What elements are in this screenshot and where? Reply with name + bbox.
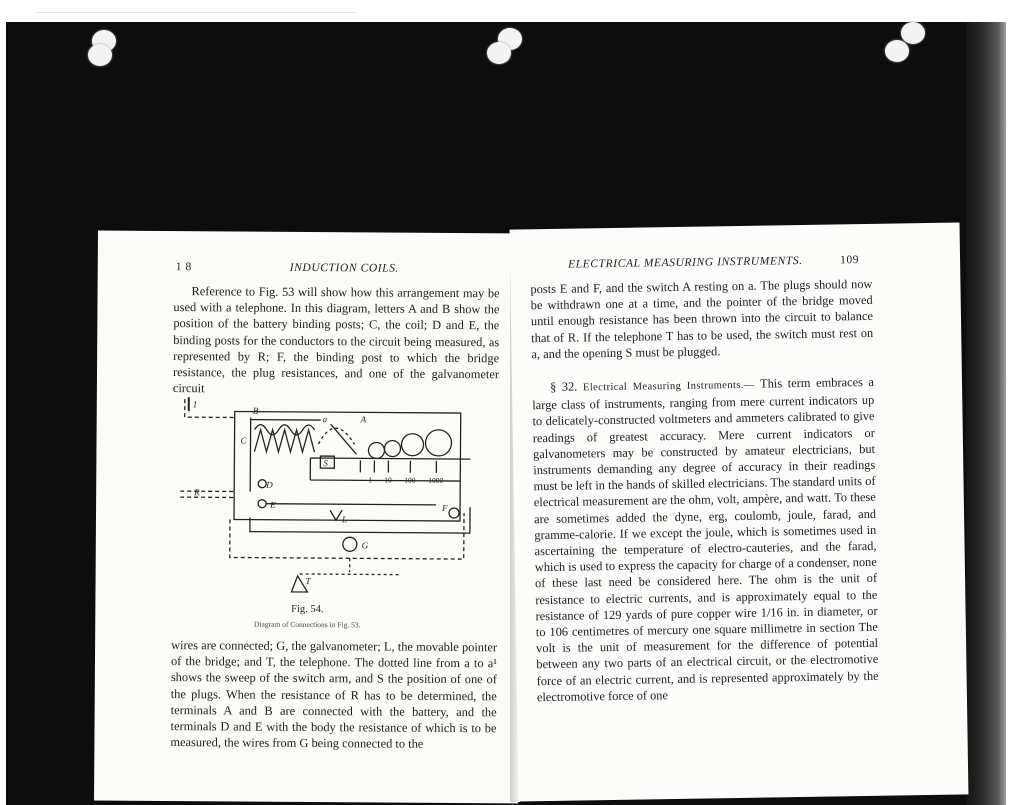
diagram-label-f: F <box>442 502 448 513</box>
section-32 <box>532 374 879 705</box>
right-page-number: 109 <box>839 254 860 267</box>
diagram-label-d: D <box>266 479 273 490</box>
binder-hole-right-2 <box>885 40 909 62</box>
diagram-vertical-bus <box>250 418 251 492</box>
diagram-bridge-wire <box>266 504 436 505</box>
right-running-title: ELECTRICAL MEASURING INSTRUMENTS. <box>567 254 803 271</box>
diagram-plugs <box>360 460 436 473</box>
diagram-label-c: C <box>240 435 247 446</box>
diagram-resistance-10: 10 <box>384 475 392 485</box>
binder-hole-left-2 <box>88 44 112 66</box>
diagram-resistance-1: 1 <box>368 475 373 485</box>
section-32-paragraph <box>532 374 879 705</box>
diagram-switch-arm <box>330 424 356 454</box>
diagram-label-t: T <box>305 575 311 587</box>
diagram-resistance-1000: 1000 <box>428 475 444 485</box>
diagram-post-d <box>258 480 266 488</box>
diagram-coil-10 <box>384 441 400 457</box>
diagram-galvanometer <box>343 537 357 551</box>
diagram-resistance-100: 100 <box>404 475 416 485</box>
diagram-coil-windings <box>254 430 314 452</box>
left-paragraph-bottom-text: wires are connected; G, the galvanometer; L, the movable pointer of the bridge; and T, the telephone. The dotted line from a to a¹ shows the sweep of the switch arm, and S the position of one of the plugs. When the resistance of R has to be determined, the terminals A and B are connected with the battery, and the terminals D and E with the body the resistance of which is to be measured, the wires from G being connected to the <box>170 638 498 752</box>
diagram-label-e: E <box>270 499 276 510</box>
diagram-coil-1 <box>368 442 384 458</box>
left-running-title: INDUCTION COILS. <box>289 261 400 275</box>
right-paragraph-continued <box>530 276 873 362</box>
diagram-coil-100 <box>401 434 423 456</box>
diagram-post-f <box>449 508 459 518</box>
figure-subcaption: Diagram of Connections in Fig. 53. <box>253 619 361 630</box>
right-page <box>510 223 969 802</box>
diagram-label-a-upper: A <box>360 414 367 425</box>
diagram-label-a-lower: a <box>322 414 328 425</box>
left-paragraph-top-text: Reference to Fig. 53 will show how this arrangement may be used with a telephone. In this diagram, letters A and B show the position of the battery binding posts; C, the coil; D and E, the binding posts for the conductors to the circuit being measured, as represented by R; F, the binding post to which the bridge resistance, the plug resistances, and one of the galvanometer circuit <box>172 284 500 396</box>
right-running-head <box>510 252 960 275</box>
section-heading: Electrical Measuring Instruments.— <box>582 379 755 394</box>
left-page <box>94 231 522 804</box>
diagram-label-l: L <box>341 514 348 525</box>
diagram-pointer-l <box>330 510 342 520</box>
binder-hole-right <box>901 22 925 44</box>
section-number: § 32. <box>549 379 578 394</box>
diagram-post-e <box>258 500 266 508</box>
diagram-telephone-lead <box>300 558 400 575</box>
left-paragraph-bottom <box>170 637 497 753</box>
diagram-label-b: B <box>252 405 259 416</box>
figure-caption: Fig. 54. <box>291 603 324 616</box>
section-body: This term embraces a large class of instruments, ranging from mere current indicators up to delicately-constructed voltmeters and ammeters calibrated to give readings of greatest accuracy. Mere current indicators or galvanometers may be constructed by amateur electricians, but instruments demanding any degree of accuracy in their readings must be left in the hands of skilled electricians. The standard units of electrical measurement are the ohm, volt, ampère, and watt. To these are sometimes added the dyne, erg, coulomb, joule, farad, and gramme-calorie. If we except the joule, which is sometimes used in ascertaining the temperature of electro-cauteries, and the farad, which is used to express the capacity for charge of a condenser, none of these last need be considered here. The ohm is the unit of resistance to electric currents, and is approximately equal to the resistance of 129 yards of pure copper wire 1/16 in. in diameter, or to 106 centimetres of mercury one square millimetre in section The volt is the unit of measurement for the difference of potential between any two parts of an electrical circuit, or the electromotive force of an electric current, and is represented approximately by the electromotive force of one <box>532 374 879 705</box>
left-paragraph-top <box>173 283 500 399</box>
scanner-edge-shade <box>966 22 1006 805</box>
binder-hole-center-2 <box>487 42 511 64</box>
scan-top-line <box>36 12 356 13</box>
left-page-number: 1 8 <box>175 261 192 274</box>
right-paragraph-continued-text: posts E and F, and the switch A resting on a. The plugs should now be withdrawn one at a time, and the pointer of the bridge moved until enough resistance has been thrown into the circuit to balance that of R. If the telephone T has to be used, the switch must rest on a, and the opening S must be plugged. <box>530 276 874 362</box>
diagram-label-s: S <box>323 458 328 469</box>
diagram-label-g: G <box>361 540 369 551</box>
wiring-diagram-figure <box>179 397 486 599</box>
diagram-coil-1000 <box>425 430 451 456</box>
diagram-label-r: R <box>194 487 200 498</box>
diagram-label-top: 1 <box>192 399 198 410</box>
left-running-head <box>98 261 522 280</box>
